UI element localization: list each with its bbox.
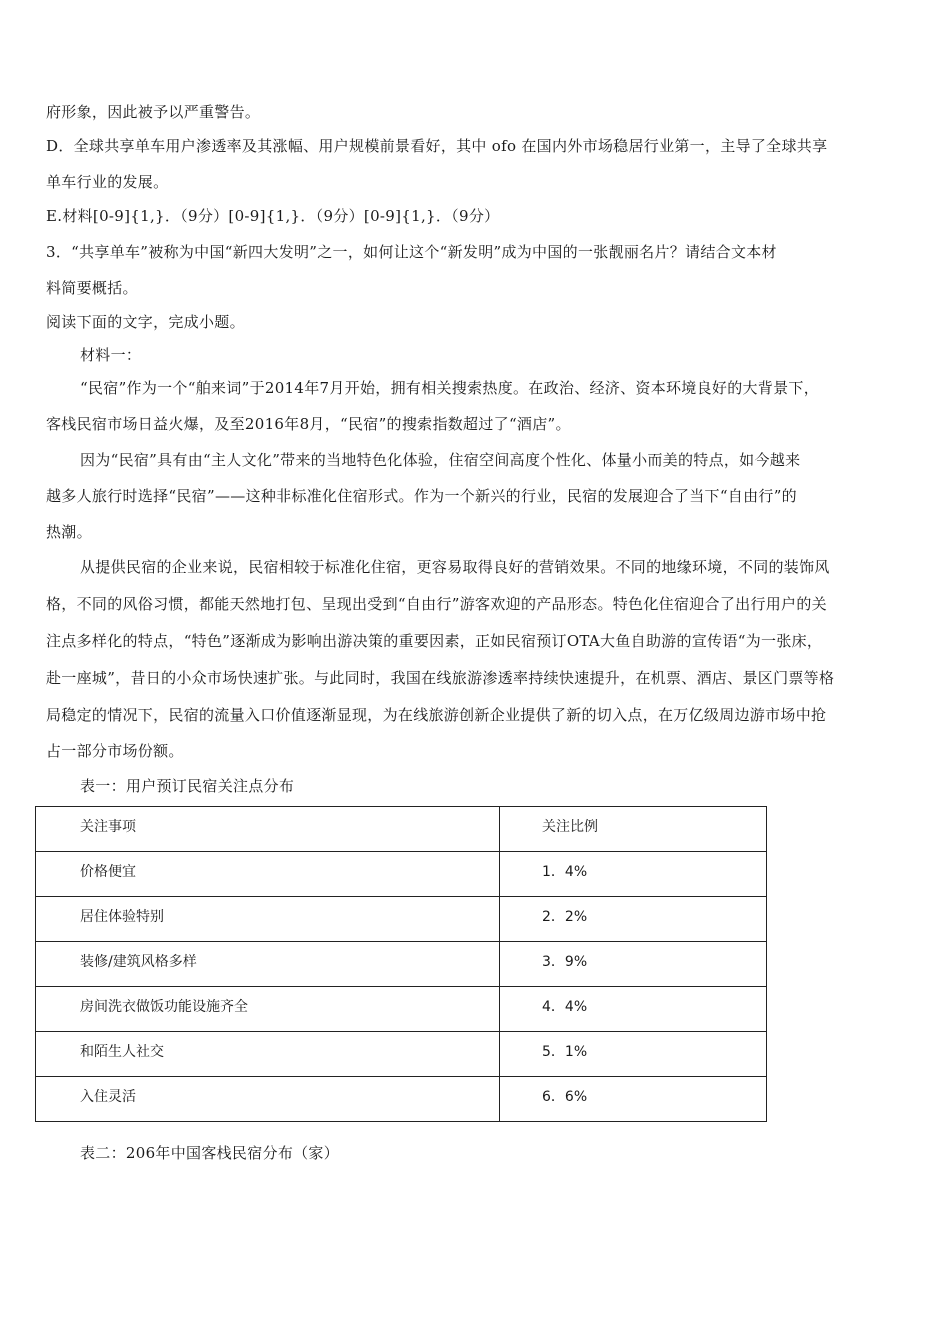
table-cell: 2．2% [542, 909, 588, 925]
paragraph-line: 越多人旅行时选择“民宿”——这种非标准化住宿形式。作为一个新兴的行业，民宿的发展迎合了当下“自由行”的 [46, 487, 797, 505]
material-heading: 材料一： [80, 346, 142, 364]
table-header-cell: 关注比例 [542, 819, 598, 835]
text-line: 单车行业的发展。 [46, 173, 169, 191]
table-cell: 房间洗衣做饭功能设施齐全 [80, 999, 248, 1015]
option-d: D．全球共享单车用户渗透率及其涨幅、用户规模前景看好，其中 ofo 在国内外市场稳居行业第一，主导了全球共享 [46, 137, 828, 155]
option-e: E.材料[0-9]{1,}．（9分）[0-9]{1,}．（9分）[0-9]{1,}．（9分） [46, 207, 500, 225]
table-row [36, 897, 767, 942]
table1-caption: 表一：用户预订民宿关注点分布 [80, 777, 295, 795]
paragraph-line: 因为“民宿”具有由“主人文化”带来的当地特色化体验，住宿空间高度个性化、体量小而美的特点，如今越来 [80, 451, 801, 469]
table-row [36, 987, 767, 1032]
table-cell: 6．6% [542, 1089, 588, 1105]
table-row [36, 1032, 767, 1077]
paragraph-line: 局稳定的情况下，民宿的流量入口价值逐渐显现，为在线旅游创新企业提供了新的切入点，在万亿级周边游市场中抢 [46, 706, 827, 724]
paragraph-line: “民宿”作为一个“舶来词”于2014年7月开始，拥有相关搜索热度。在政治、经济、资本环境良好的大背景下， [80, 379, 819, 397]
paragraph-line: 从提供民宿的企业来说，民宿相较于标准化住宿，更容易取得良好的营销效果。不同的地缘环境，不同的装饰风 [80, 558, 830, 576]
table-cell: 价格便宜 [80, 864, 136, 880]
table-header-row [36, 807, 767, 852]
table-cell: 入住灵活 [80, 1089, 136, 1105]
table-cell: 和陌生人社交 [80, 1044, 164, 1060]
table-header-cell: 关注事项 [80, 819, 136, 835]
question-3: 3．“共享单车”被称为中国“新四大发明”之一，如何让这个“新发明”成为中国的一张靓丽名片？请结合文本材 [46, 243, 777, 261]
table2-caption: 表二：206年中国客栈民宿分布（家） [80, 1144, 340, 1162]
text-line: 府形象，因此被予以严重警告。 [46, 103, 261, 121]
paragraph-line: 占一部分市场份额。 [46, 742, 184, 760]
table-row [36, 852, 767, 897]
table-row [36, 942, 767, 987]
paragraph-line: 注点多样化的特点，“特色”逐渐成为影响出游决策的重要因素，正如民宿预订OTA大鱼自助游的宣传语“为一张床， [46, 632, 823, 650]
paragraph-line: 热潮。 [46, 523, 92, 541]
attention-distribution-table [35, 806, 767, 1122]
text-line: 料简要概括。 [46, 279, 138, 297]
table-cell: 4．4% [542, 999, 588, 1015]
paragraph-line: 赴一座城”，昔日的小众市场快速扩张。与此同时，我国在线旅游渗透率持续快速提升，在机票、酒店、景区门票等格 [46, 669, 835, 687]
table-cell: 居住体验特别 [80, 909, 164, 925]
table-cell: 3．9% [542, 954, 588, 970]
reading-instruction: 阅读下面的文字，完成小题。 [46, 313, 245, 331]
table-cell: 1．4% [542, 864, 588, 880]
paragraph-line: 客栈民宿市场日益火爆，及至2016年8月，“民宿”的搜索指数超过了“酒店”。 [46, 415, 571, 433]
paragraph-line: 格，不同的风俗习惯，都能天然地打包、呈现出受到“自由行”游客欢迎的产品形态。特色化住宿迎合了出行用户的关 [46, 595, 827, 613]
table-cell: 装修/建筑风格多样 [80, 954, 197, 970]
table-cell: 5．1% [542, 1044, 588, 1060]
table-row [36, 1077, 767, 1122]
